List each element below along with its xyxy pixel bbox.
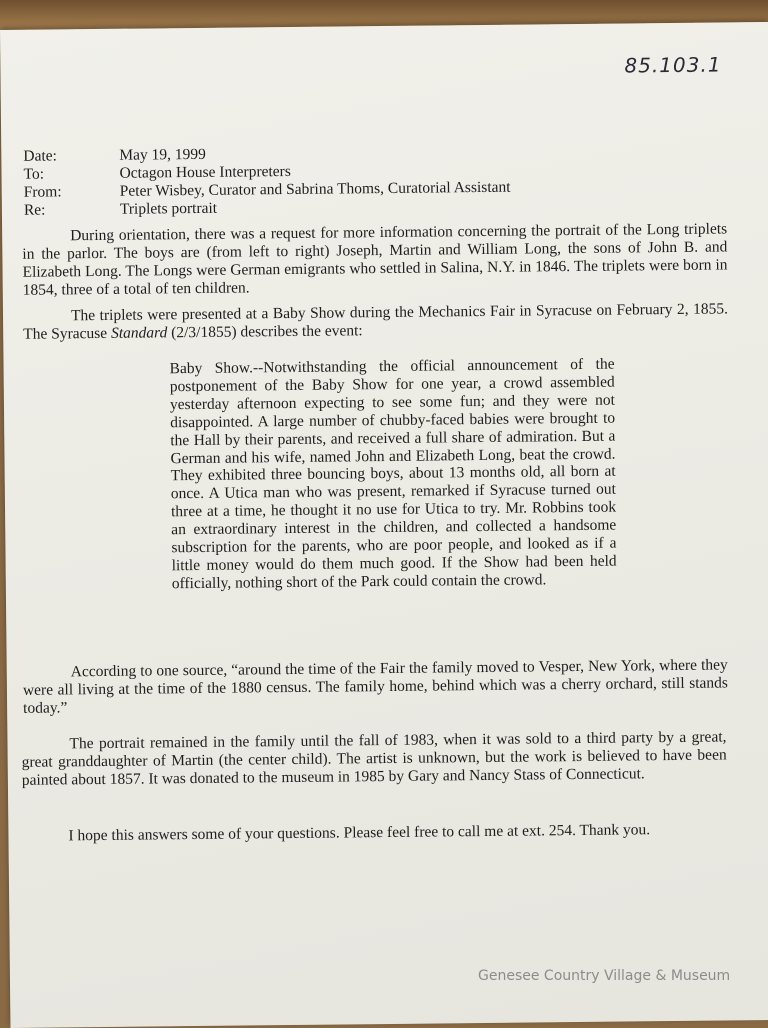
museum-watermark: Genesee Country Village & Museum xyxy=(478,968,731,984)
handwritten-accession-number: 85.103.1 xyxy=(624,52,722,78)
re-value: Triplets portrait xyxy=(119,199,218,218)
memo-header xyxy=(23,142,624,220)
paragraph-portrait-history xyxy=(21,728,727,789)
to-label: To: xyxy=(23,165,45,183)
paragraph-baby-show-text xyxy=(23,300,728,343)
paragraph-portrait-history-text: The portrait remained in the family until the fall of 1983, when it was sold to a third party by a great, great granddaughter of Martin (the center child). The artist is unknown, but the work is believed to have been painted about 1857. It was donated to the museum in 1985 by Gary and Nancy Stass of Connecticut. xyxy=(21,728,727,789)
date-value: May 19, 1999 xyxy=(119,145,206,164)
paragraph-closing-text: I hope this answers some of your questions. Please feel free to call me at ext. 254. Thank you. xyxy=(68,821,651,845)
to-value: Octagon House Interpreters xyxy=(119,162,291,182)
paragraph-baby-show xyxy=(23,300,728,343)
paragraph-baby-show-lead: The triplets were presented at a Baby Show during the Mechanics Fair in Syracuse on February 2, 1855. The Syracuse xyxy=(23,300,729,343)
from-value: Peter Wisbey, Curator and Sabrina Thoms, Curatorial Assistant xyxy=(119,178,511,200)
paragraph-closing xyxy=(20,820,725,845)
re-label: Re: xyxy=(23,201,46,219)
paragraph-orientation-text: During orientation, there was a request for more information concerning the portrait of the Long triplets in the parlor. The boys are (from left to right) Joseph, Martin and William Long, the sons of John B. and Elizabeth Long. The Longs were German emigrants who settled in Salina, N.Y. in 1846. The triplets were born in 1854, three of a total of ten children. xyxy=(22,220,728,299)
newspaper-quote: Baby Show.--Notwithstanding the official announcement of the postponement of the Baby Show for one year, a crowd assembled yesterday afternoon expecting to see some fun; and they were not disappointed. A large number of chubby-faced babies were brought to the Hall by their parents, and received a full share of admiration. But a German and his wife, named John and Elizabeth Long, beat the crowd. They exhibited three bouncing boys, about 13 months old, all born at once. A Utica man who was present, remarked if Syracuse turned out three at a time, he thought it no use for Utica to try. Mr. Robbins took an extraordinary interest in the children, and collected a handsome subscription for the parents, who are poor people, and looked as if a little money would do them much good. If the Show had been held officially, nothing short of the Park could contain the crowd. xyxy=(169,355,617,593)
paragraph-orientation xyxy=(22,220,728,299)
from-label: From: xyxy=(23,183,62,201)
paragraph-vesper-text: According to one source, “around the time of the Fair the family moved to Vesper, New York, where they were all living at the time of the 1880 census. The family home, behind which was a cherry orchard, still stands today.” xyxy=(22,656,728,717)
newspaper-title: Standard xyxy=(110,324,168,342)
memo-sheet xyxy=(0,22,768,1028)
date-label: Date: xyxy=(23,147,58,165)
paragraph-baby-show-tail: (2/3/1855) describes the event: xyxy=(167,322,363,342)
paragraph-vesper xyxy=(23,656,729,717)
